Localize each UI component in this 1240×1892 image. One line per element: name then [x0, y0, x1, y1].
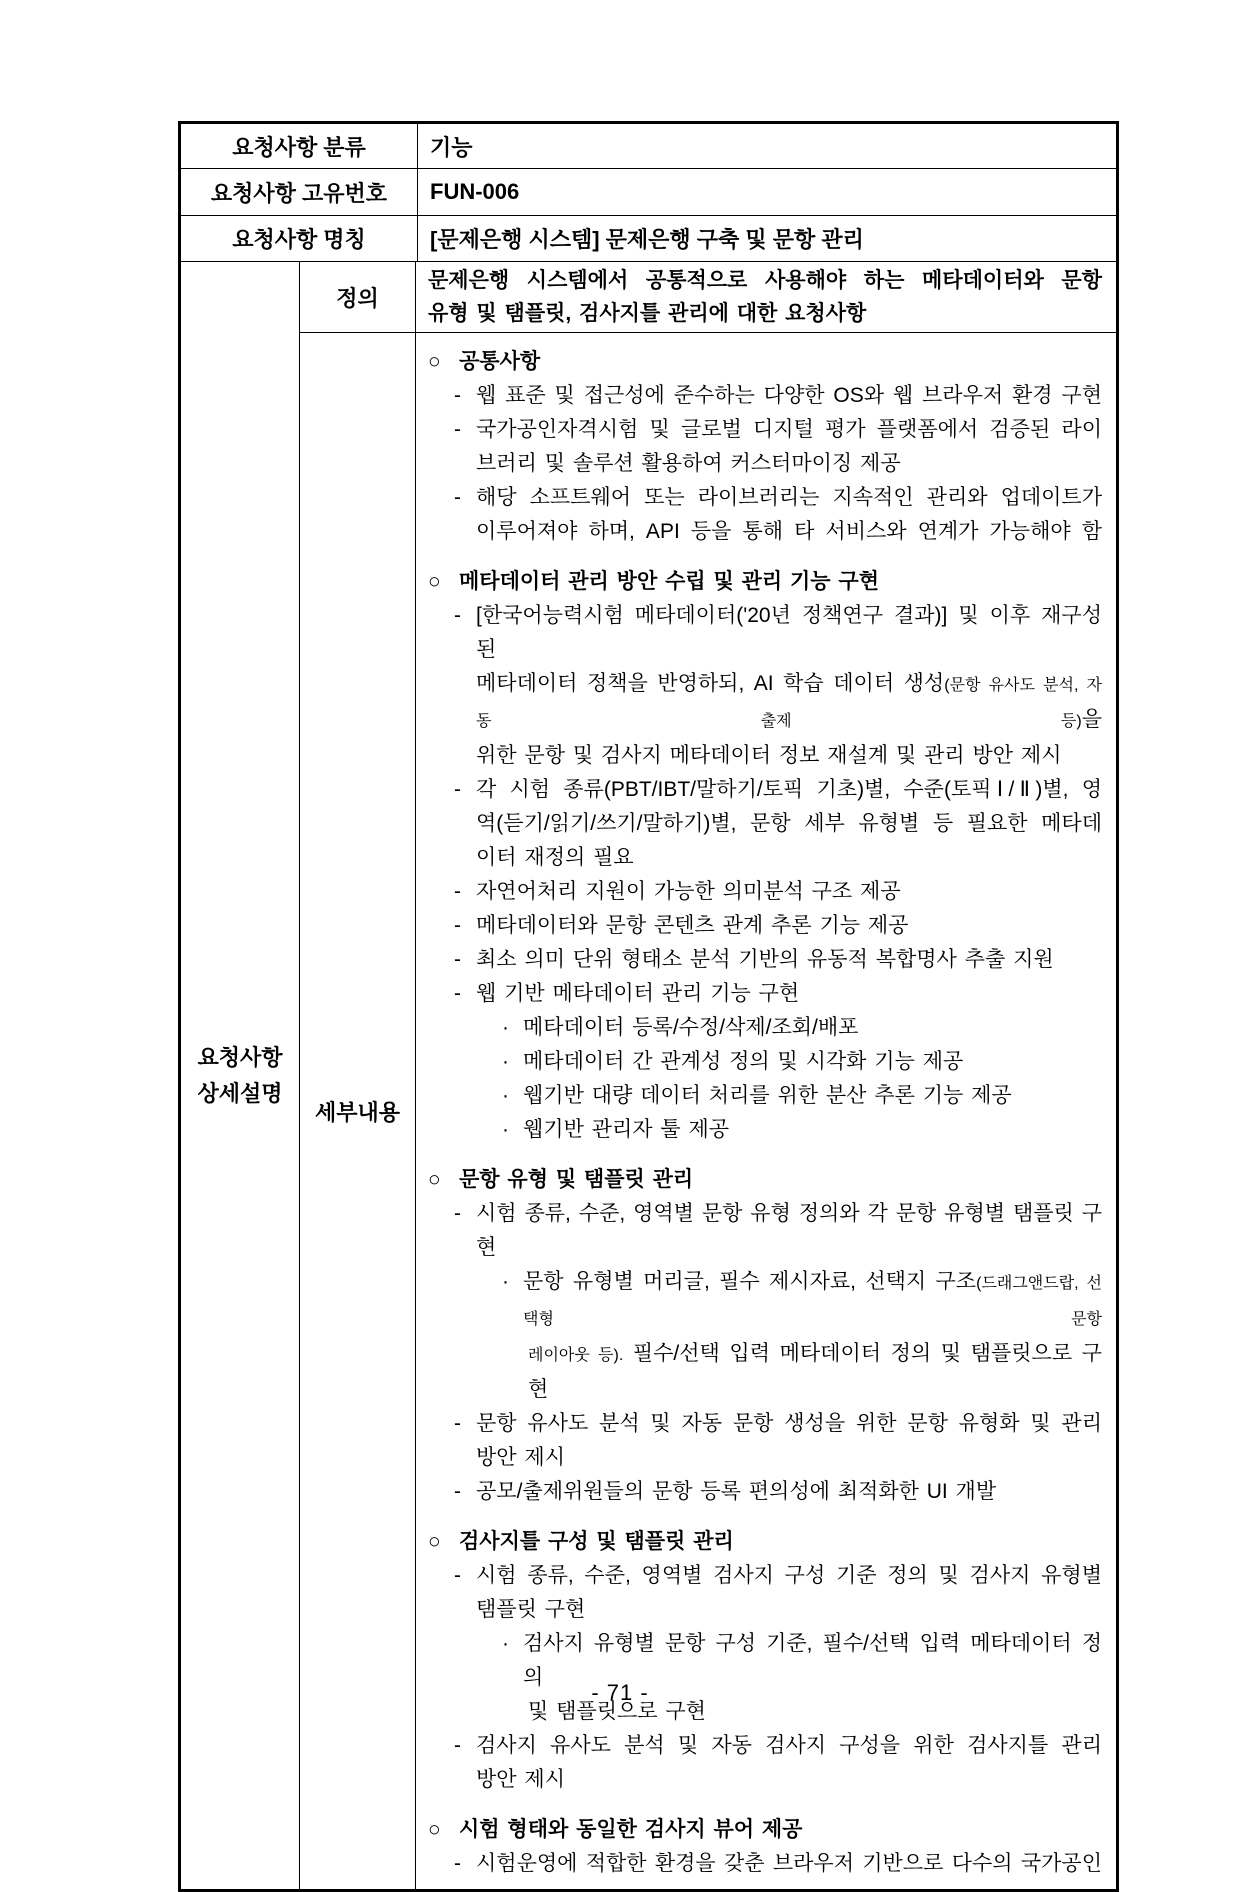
- detail-line: [428, 1265, 1102, 1337]
- definition-row: [300, 262, 1116, 333]
- detail-line: [428, 841, 1102, 875]
- dash-bullet-icon: -: [454, 778, 461, 801]
- text-segment: 필수/선택 입력 메타데이터 정의 및 탬플릿으로 구현: [528, 1342, 1102, 1401]
- dash-bullet-icon: -: [454, 982, 461, 1005]
- dash-bullet-icon: -: [454, 486, 461, 509]
- requirement-section: [428, 1525, 1102, 1797]
- detail-line: [428, 297, 1102, 330]
- requirements-table: [178, 121, 1119, 1892]
- dash-bullet-icon: -: [454, 1734, 461, 1757]
- text-segment: 시험 종류, 수준, 영역별 문항 유형 정의와 각 문항 유형별 탬플릿 구현: [476, 1202, 1102, 1259]
- text-segment: 을: [1081, 708, 1102, 731]
- text-segment: 레이아웃 등).: [528, 1347, 624, 1364]
- text-segment: 및 탬플릿으로 구현: [528, 1700, 706, 1723]
- requirement-section: [428, 1163, 1102, 1509]
- text-segment: 이루어져야 하며, API 등을 통해 타 서비스와 연계가 가능해야 함: [476, 520, 1102, 543]
- title-value: [문제은행 시스템] 문제은행 구축 및 문항 관리: [430, 227, 864, 252]
- detail-line: [428, 1045, 1102, 1079]
- detail-line: [428, 739, 1102, 773]
- dot-bullet-icon: ·: [502, 1016, 509, 1039]
- text-segment: 해당 소프트웨어 또는 라이브러리는 지속적인 관리와 업데이트가: [476, 486, 1102, 509]
- text-segment: 문항 유사도 분석 및 자동 문항 생성을 위한 문항 유형화 및 관리: [476, 1412, 1102, 1435]
- detail-right-area: [300, 262, 1116, 1889]
- detail-line: [428, 977, 1102, 1011]
- dash-bullet-icon: -: [454, 1564, 461, 1587]
- section-heading: [428, 345, 1102, 379]
- text-segment: 방안 제시: [476, 1446, 565, 1469]
- detail-label: 세부내용: [300, 333, 416, 1889]
- definition-content: [416, 262, 1116, 332]
- section-heading-text: 문항 유형 및 탬플릿 관리: [459, 1168, 694, 1191]
- detail-line: [428, 515, 1102, 549]
- detail-line: [428, 481, 1102, 515]
- section-heading-text: 검사지틀 구성 및 탬플릿 관리: [459, 1530, 734, 1553]
- detail-line: [428, 1441, 1102, 1475]
- detail-line: [428, 909, 1102, 943]
- detail-line: [428, 1763, 1102, 1797]
- text-segment: 웹 기반 메타데이터 관리 기능 구현: [476, 982, 800, 1005]
- section-heading: [428, 1813, 1102, 1847]
- text-segment: 메타데이터 간 관계성 정의 및 시각화 기능 제공: [523, 1050, 964, 1073]
- text-segment: 이터 재정의 필요: [476, 846, 634, 869]
- detail-line: [428, 447, 1102, 481]
- text-segment: 유형 및 탬플릿, 검사지틀 관리에 대한 요청사항: [428, 302, 867, 325]
- detail-line: [428, 1337, 1102, 1407]
- dash-bullet-icon: -: [454, 384, 461, 407]
- text-segment: 역(듣기/읽기/쓰기/말하기)별, 문항 세부 유형별 등 필요한 메타데: [476, 812, 1102, 835]
- id-value: FUN-006: [430, 179, 520, 204]
- circle-bullet-icon: ○: [428, 1168, 441, 1191]
- dash-bullet-icon: -: [454, 1202, 461, 1225]
- text-segment: 문항 유형별 머리글, 필수 제시자료, 선택지 구조: [523, 1270, 977, 1293]
- text-segment: 국가공인자격시험 및 글로벌 디지털 평가 플랫폼에서 검증된 라이: [476, 418, 1102, 441]
- detail-line: [428, 379, 1102, 413]
- text-segment: 웹기반 관리자 툴 제공: [523, 1118, 730, 1141]
- text-segment: 공모/출제위원들의 문항 등록 편의성에 최적화한 UI 개발: [476, 1480, 997, 1503]
- text-segment: (문항 유사도 분석, 자동 출제 등): [476, 677, 1102, 730]
- dot-bullet-icon: ·: [502, 1270, 509, 1293]
- text-segment: 문제은행 시스템에서 공통적으로 사용해야 하는 메타데이터와 문항: [428, 269, 1102, 292]
- category-value: 기능: [430, 134, 473, 160]
- circle-bullet-icon: ○: [428, 1818, 441, 1841]
- dash-bullet-icon: -: [454, 1480, 461, 1503]
- detail-content: [416, 333, 1116, 1889]
- text-segment: 웹 표준 및 접근성에 준수하는 다양한 OS와 웹 브라우저 환경 구현: [476, 384, 1102, 407]
- text-segment: (드래그앤드랍, 선택형 문항: [523, 1275, 1103, 1328]
- requirement-section: [428, 1813, 1102, 1881]
- detail-line: [428, 413, 1102, 447]
- text-segment: 브러리 및 솔루션 활용하여 커스터마이징 제공: [476, 452, 901, 475]
- dash-bullet-icon: -: [454, 1412, 461, 1435]
- text-segment: 시험 종류, 수준, 영역별 검사지 구성 기준 정의 및 검사지 유형별: [476, 1564, 1102, 1587]
- circle-bullet-icon: ○: [428, 1530, 441, 1553]
- dot-bullet-icon: ·: [502, 1632, 509, 1655]
- dash-bullet-icon: -: [454, 604, 461, 627]
- circle-bullet-icon: ○: [428, 570, 441, 593]
- section-heading-text: 시험 형태와 동일한 검사지 뷰어 제공: [459, 1818, 803, 1841]
- text-segment: 검사지 유형별 문항 구성 기준, 필수/선택 입력 메타데이터 정의: [523, 1632, 1102, 1689]
- detail-group-label-line1: 요청사항: [197, 1044, 283, 1070]
- detail-line: [428, 1079, 1102, 1113]
- text-segment: 위한 문항 및 검사지 메타데이터 정보 재설계 및 관리 방안 제시: [476, 744, 1062, 767]
- table-row-detail: [181, 262, 1116, 1889]
- section-heading: [428, 1163, 1102, 1197]
- detail-line: [428, 875, 1102, 909]
- dash-bullet-icon: -: [454, 418, 461, 441]
- text-segment: 탬플릿 구현: [476, 1598, 586, 1621]
- detail-line: [428, 1593, 1102, 1627]
- title-label: 요청사항 명칭: [181, 216, 418, 261]
- text-segment: [한국어능력시험 메타데이터('20년 정책연구 결과)] 및 이후 재구성된: [476, 604, 1102, 661]
- section-heading: [428, 565, 1102, 599]
- text-segment: 검사지 유사도 분석 및 자동 검사지 구성을 위한 검사지틀 관리: [476, 1734, 1102, 1757]
- dash-bullet-icon: -: [454, 914, 461, 937]
- text-segment: 웹기반 대량 데이터 처리를 위한 분산 추론 기능 제공: [523, 1084, 1012, 1107]
- detail-line: [428, 1475, 1102, 1509]
- category-label: 요청사항 분류: [181, 124, 418, 168]
- id-label: 요청사항 고유번호: [181, 169, 418, 215]
- requirement-section: [428, 565, 1102, 1147]
- section-heading-text: 메타데이터 관리 방안 수립 및 관리 기능 구현: [459, 570, 879, 593]
- detail-line: [428, 1113, 1102, 1147]
- detail-line: [428, 264, 1102, 297]
- detail-line: [428, 807, 1102, 841]
- table-row-id: [181, 169, 1116, 216]
- detail-line: [428, 1011, 1102, 1045]
- dot-bullet-icon: ·: [502, 1050, 509, 1073]
- detail-line: [428, 773, 1102, 807]
- detail-group-label: [181, 262, 300, 1889]
- detail-line: [428, 1197, 1102, 1265]
- detail-group-label-line2: 상세설명: [197, 1080, 283, 1106]
- page-number: - 71 -: [591, 1680, 649, 1705]
- section-heading-text: 공통사항: [459, 350, 541, 373]
- detail-line: [428, 667, 1102, 739]
- dash-bullet-icon: -: [454, 948, 461, 971]
- definition-label: 정의: [300, 262, 416, 332]
- table-row-category: [181, 124, 1116, 169]
- text-segment: 메타데이터 등록/수정/삭제/조회/배포: [523, 1016, 859, 1039]
- text-segment: 시험운영에 적합한 환경을 갖춘 브라우저 기반으로 다수의 국가공인: [476, 1852, 1102, 1875]
- text-segment: 방안 제시: [476, 1768, 565, 1791]
- dot-bullet-icon: ·: [502, 1084, 509, 1107]
- dot-bullet-icon: ·: [502, 1118, 509, 1141]
- text-segment: 각 시험 종류(PBT/IBT/말하기/토픽 기초)별, 수준(토픽Ⅰ/Ⅱ)별, 영: [476, 778, 1102, 801]
- detail-line: [428, 1847, 1102, 1881]
- detail-line: [428, 1559, 1102, 1593]
- circle-bullet-icon: ○: [428, 350, 441, 373]
- section-heading: [428, 1525, 1102, 1559]
- dash-bullet-icon: -: [454, 1852, 461, 1875]
- text-segment: 메타데이터 정책을 반영하되, AI 학습 데이터 생성: [476, 672, 945, 695]
- detail-line: [428, 1729, 1102, 1763]
- detail-line: [428, 1407, 1102, 1441]
- text-segment: 최소 의미 단위 형태소 분석 기반의 유동적 복합명사 추출 지원: [476, 948, 1054, 971]
- dash-bullet-icon: -: [454, 880, 461, 903]
- detail-content-row: [300, 333, 1116, 1889]
- text-segment: 메타데이터와 문항 콘텐츠 관계 추론 기능 제공: [476, 914, 909, 937]
- requirement-section: [428, 345, 1102, 549]
- table-row-title: [181, 216, 1116, 262]
- detail-line: [428, 943, 1102, 977]
- text-segment: 자연어처리 지원이 가능한 의미분석 구조 제공: [476, 880, 901, 903]
- detail-line: [428, 599, 1102, 667]
